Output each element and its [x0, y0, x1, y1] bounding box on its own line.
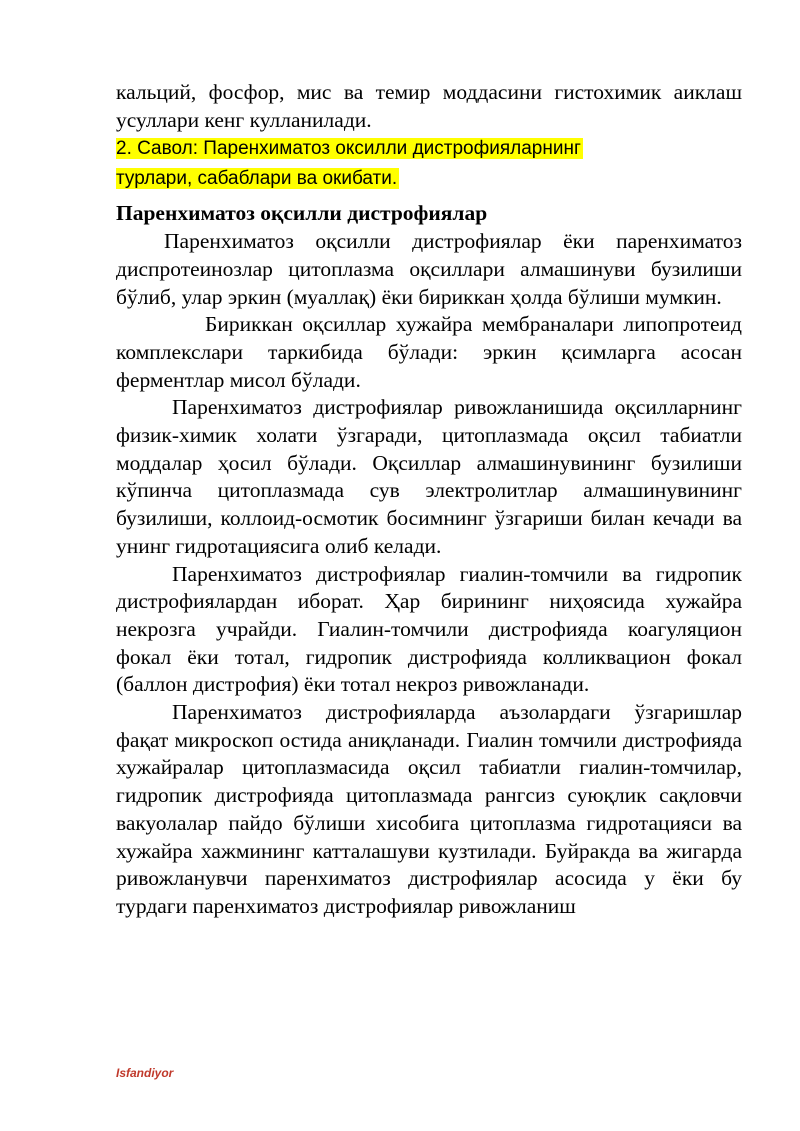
paragraph-5: Паренхиматоз дистрофияларда аъзолардаги ўзгаришлар фақат микроскоп остида аниқланади. Гиалин томчили дистрофияда хужайралар цитоплазмасида оқсил табиатли гиалин-томчилар, гидропик дистрофияда цитоплазмада рангсиз суюқлик сақловчи вакуолалар пайдо бўлиши хисобига цитоплазма гидротацияси ва хужайра хажмининг катталашуви кузтилади. Буйракда ва жигарда ривожланувчи паренхиматоз дистрофиялар асосида у ёки бу турдаги паренхиматоз дистрофиялар ривожланиш — [116, 700, 742, 918]
section-heading: Паренхиматоз оқсилли дистрофиялар — [116, 201, 488, 226]
paragraph-2: Бириккан оқсиллар хужайра мембраналари липопротеид комплекслари таркибида бўлади: эркин қсимларга асосан ферментлар мисол бўлади. — [116, 312, 742, 392]
question-line-1: 2. Савол: Паренхиматоз оксилли дистрофияларнинг — [116, 138, 581, 160]
page-content — [116, 79, 742, 921]
intro-paragraph: кальций, фосфор, мис ва темир моддасини гистохимик аиклаш усуллари кенг кулланилади. — [116, 80, 742, 132]
paragraph-4: Паренхиматоз дистрофиялар гиалин-томчили ва гидропик дистрофиялардан иборат. Ҳар бирининг ниҳоясида хужайра некрозга учрайди. Гиалин-томчили дистрофияда коагуляцион фокал ёки тотал, гидропик дистрофияда колликвацион фокал (баллон дистрофия) ёки тотал некроз ривожланади. — [116, 561, 742, 697]
footer-signature: Isfandiyor — [116, 1066, 174, 1080]
question-block — [116, 134, 742, 194]
paragraph-3: Паренхиматоз дистрофиялар ривожланишида оқсилларнинг физик-химик холати ўзгаради, цитоплазмада оқсил табиатли моддалар ҳосил бўлади. Оқсиллар алмашинувининг бузилиши кўпинча цитоплазмада сув электролитлар алмашинувининг бузилиши, коллоид-осмотик босимнинг ўзгариши билан кечади ва унинг гидротациясига олиб келади. — [116, 395, 742, 558]
question-line-2: турлари, сабаблари ва окибати. — [116, 168, 398, 190]
paragraph-1: Паренхиматоз оқсилли дистрофиялар ёки паренхиматоз диспротеинозлар цитоплазма оқсиллари алмашинуви бузилиши бўлиб, улар эркин (муаллақ) ёки бириккан ҳолда бўлиши мумкин. — [116, 229, 742, 309]
